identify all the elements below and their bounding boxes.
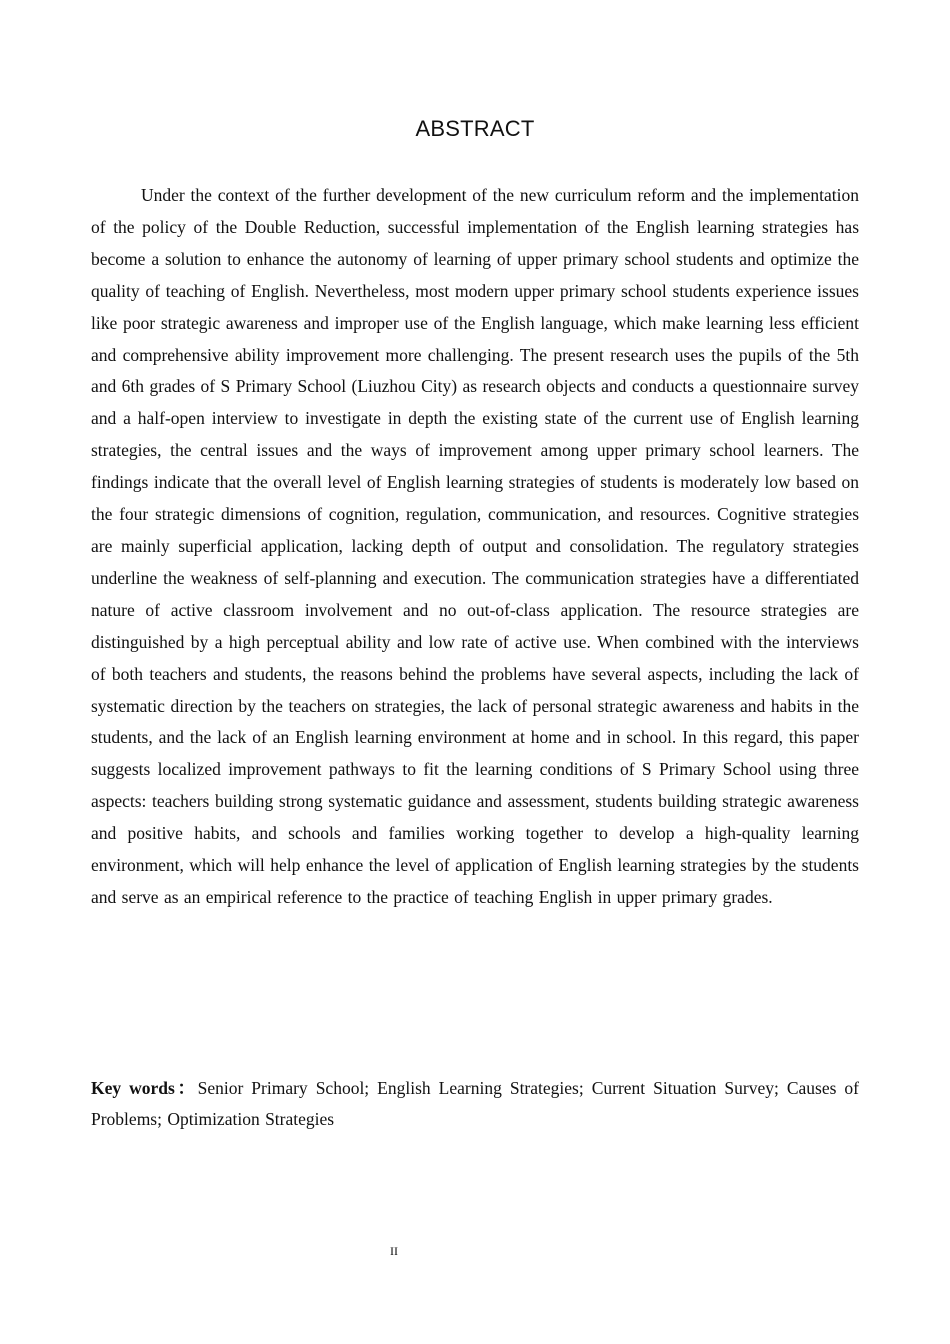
keywords-line <box>91 1073 859 1135</box>
abstract-paragraph: Under the context of the further development of the new curriculum reform and the implementation of the policy of the Double Reduction, successful implementation of the English learning strategies has become a solution to enhance the autonomy of learning of upper primary school students and optimize the quality of teaching of English. Nevertheless, most modern upper primary school students experience issues like poor strategic awareness and improper use of the English language, which make learning less efficient and comprehensive ability improvement more challenging. The present research uses the pupils of the 5th and 6th grades of S Primary School (Liuzhou City) as research objects and conducts a questionnaire survey and a half-open interview to investigate in depth the existing state of the current use of English learning strategies, the central issues and the ways of improvement among upper primary school learners. The findings indicate that the overall level of English learning strategies of students is moderately low based on the four strategic dimensions of cognition, regulation, communication, and resources. Cognitive strategies are mainly superficial application, lacking depth of output and consolidation. The regulatory strategies underline the weakness of self-planning and execution. The communication strategies have a differentiated nature of active classroom involvement and no out-of-class application. The resource strategies are distinguished by a high perceptual ability and low rate of active use. When combined with the interviews of both teachers and students, the reasons behind the problems have several aspects, including the lack of systematic direction by the teachers on strategies, the lack of personal strategic awareness and habits in the students, and the lack of an English learning environment at home and in school. In this regard, this paper suggests localized improvement pathways to fit the learning conditions of S Primary School using three aspects: teachers building strong systematic guidance and assessment, students building strategic awareness and positive habits, and schools and families working together to develop a high-quality learning environment, which will help enhance the level of application of English learning strategies by the students and serve as an empirical reference to the practice of teaching English in upper primary grades. <box>91 185 859 907</box>
keywords-text: Senior Primary School; English Learning Strategies; Current Situation Survey; Causes of Problems; Optimization Strategies <box>91 1078 859 1129</box>
abstract-title: ABSTRACT <box>415 116 535 141</box>
keywords-label: Key words： <box>91 1078 198 1098</box>
page-number: II <box>390 1244 398 1258</box>
